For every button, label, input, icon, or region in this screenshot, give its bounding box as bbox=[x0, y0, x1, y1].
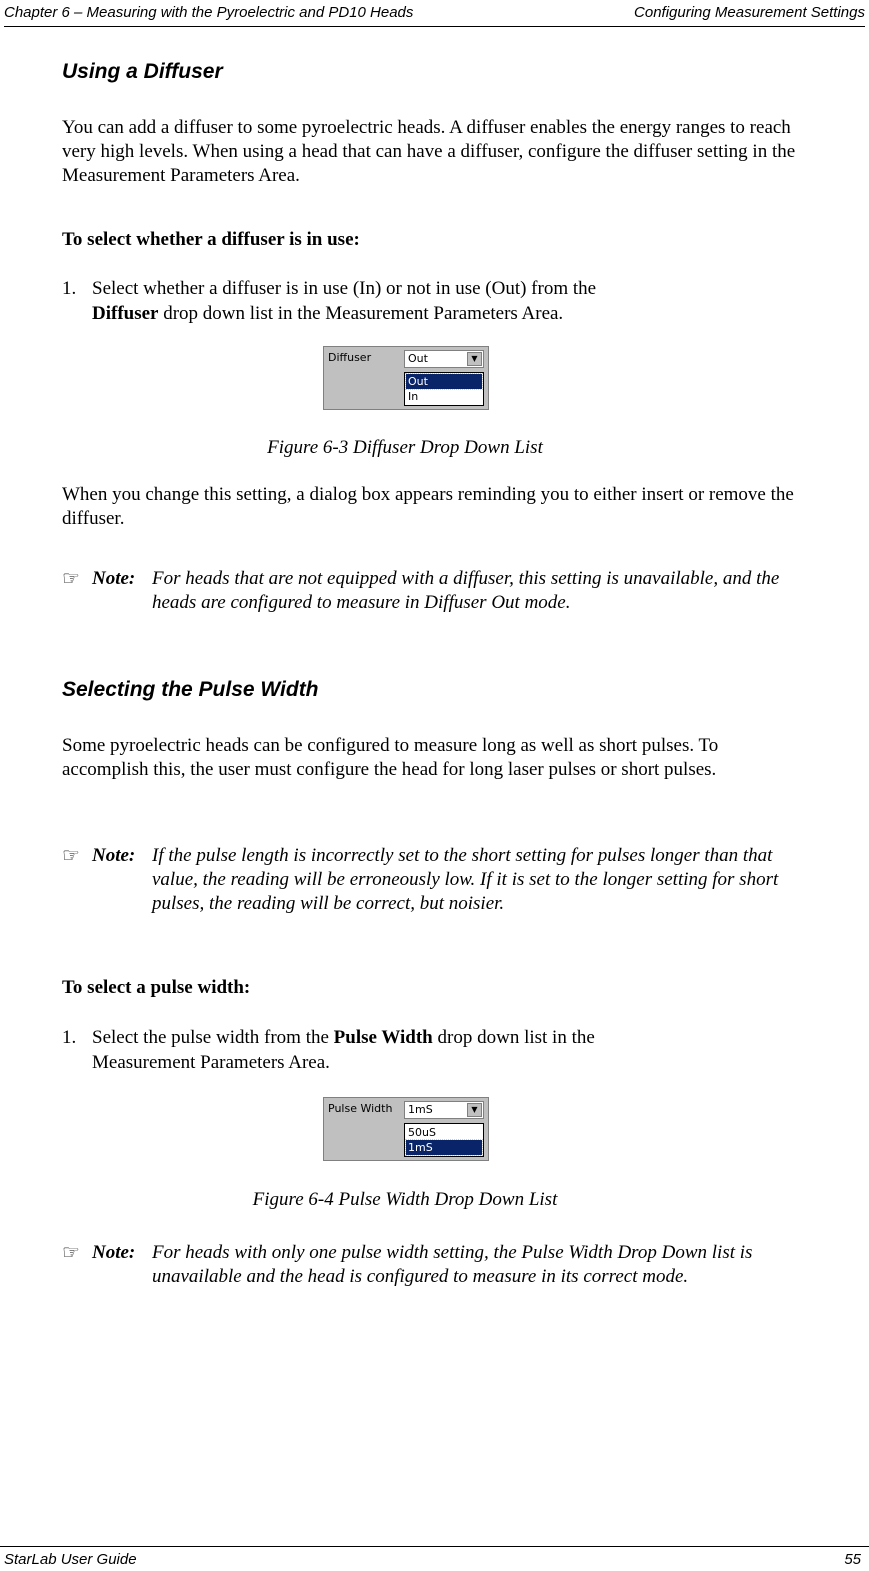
pointing-hand-icon: ☞ bbox=[62, 1242, 80, 1264]
pulse-width-option-1ms[interactable]: 1mS bbox=[406, 1140, 482, 1155]
heading-using-diffuser: Using a Diffuser bbox=[62, 60, 223, 83]
header-divider bbox=[4, 26, 865, 27]
note-label: Note: bbox=[92, 1242, 136, 1263]
footer-divider bbox=[0, 1546, 869, 1547]
step-line-1-start: Select the pulse width from the bbox=[92, 1027, 334, 1048]
pulse-width-note-1 bbox=[62, 844, 802, 948]
diffuser-dropdown-widget bbox=[323, 346, 489, 410]
step-text bbox=[92, 1025, 792, 1075]
pointing-hand-icon: ☞ bbox=[62, 568, 80, 590]
step-line-2: Measurement Parameters Area. bbox=[92, 1052, 330, 1073]
pulse-width-options-list bbox=[404, 1123, 484, 1157]
diffuser-step-1 bbox=[62, 276, 802, 328]
note-label: Note: bbox=[92, 845, 136, 866]
diffuser-option-in[interactable]: In bbox=[408, 390, 419, 403]
figure-caption-6-4: Figure 6-4 Pulse Width Drop Down List bbox=[252, 1189, 558, 1210]
step-number: 1. bbox=[62, 278, 77, 299]
step-number: 1. bbox=[62, 1027, 77, 1048]
note-text: For heads with only one pulse width setting, the Pulse Width Drop Down list is unavailable and the head is configured to measure in its correct mode. bbox=[152, 1242, 753, 1287]
page-number: 55 bbox=[844, 1551, 861, 1568]
diffuser-options-list bbox=[404, 372, 484, 406]
diffuser-term: Diffuser bbox=[92, 303, 159, 324]
pulse-width-label: Pulse Width bbox=[328, 1102, 393, 1115]
pulse-width-note-2 bbox=[62, 1241, 802, 1319]
pulse-width-dropdown-widget bbox=[323, 1097, 489, 1161]
section-title: Configuring Measurement Settings bbox=[634, 4, 865, 21]
diffuser-select[interactable] bbox=[404, 350, 484, 368]
pulse-width-select[interactable] bbox=[404, 1101, 484, 1119]
figure-caption-6-3: Figure 6-3 Diffuser Drop Down List bbox=[267, 437, 543, 458]
pulse-width-option-50us[interactable]: 50uS bbox=[408, 1126, 436, 1139]
note-text: For heads that are not equipped with a diffuser, this setting is unavailable, and the heads are configured to measure in Diffuser Out mode. bbox=[152, 568, 780, 613]
diffuser-intro: You can add a diffuser to some pyroelectric heads. A diffuser enables the energy ranges to reach very high levels. When using a head that can have a diffuser, configure the diffuser setting in the Measurement Parameters Area. bbox=[62, 117, 796, 186]
step-line-2 bbox=[92, 301, 792, 326]
note-text: If the pulse length is incorrectly set to the short setting for pulses longer than that value, the reading will be erroneously low. If it is set to the longer setting for short pulses, the reading will be correct, but noisier. bbox=[152, 845, 779, 914]
footer-guide-title: StarLab User Guide bbox=[4, 1551, 137, 1568]
chevron-down-icon[interactable]: ▼ bbox=[467, 352, 482, 366]
pulse-width-value: 1mS bbox=[408, 1103, 433, 1116]
step-line-2-rest: drop down list in the Measurement Parameters Area. bbox=[158, 303, 564, 324]
step-line-1 bbox=[92, 1025, 792, 1050]
pointing-hand-icon: ☞ bbox=[62, 845, 80, 867]
step-line-1-rest: drop down list in the bbox=[432, 1027, 595, 1048]
note-label: Note: bbox=[92, 568, 136, 589]
pulse-width-procedure-title: To select a pulse width: bbox=[62, 977, 251, 998]
pulse-width-intro: Some pyroelectric heads can be configured to measure long as well as short pulses. To accomplish this, the user must configure the head for long laser pulses or short pulses. bbox=[62, 735, 719, 780]
diffuser-label: Diffuser bbox=[328, 351, 372, 364]
diffuser-option-out[interactable]: Out bbox=[406, 374, 482, 389]
step-text bbox=[92, 276, 792, 326]
pulse-width-term: Pulse Width bbox=[333, 1027, 433, 1048]
step-line-1: Select whether a diffuser is in use (In) or not in use (Out) from the bbox=[92, 278, 597, 299]
diffuser-note bbox=[62, 567, 802, 645]
page-header bbox=[4, 0, 865, 26]
diffuser-procedure-title: To select whether a diffuser is in use: bbox=[62, 229, 360, 250]
diffuser-after-text: When you change this setting, a dialog box appears reminding you to either insert or remove the diffuser. bbox=[62, 484, 794, 529]
chevron-down-icon[interactable]: ▼ bbox=[467, 1103, 482, 1117]
heading-pulse-width: Selecting the Pulse Width bbox=[62, 678, 319, 701]
chapter-title: Chapter 6 – Measuring with the Pyroelectric and PD10 Heads bbox=[4, 4, 414, 21]
pulse-width-step-1 bbox=[62, 1025, 802, 1077]
diffuser-value: Out bbox=[408, 352, 428, 365]
